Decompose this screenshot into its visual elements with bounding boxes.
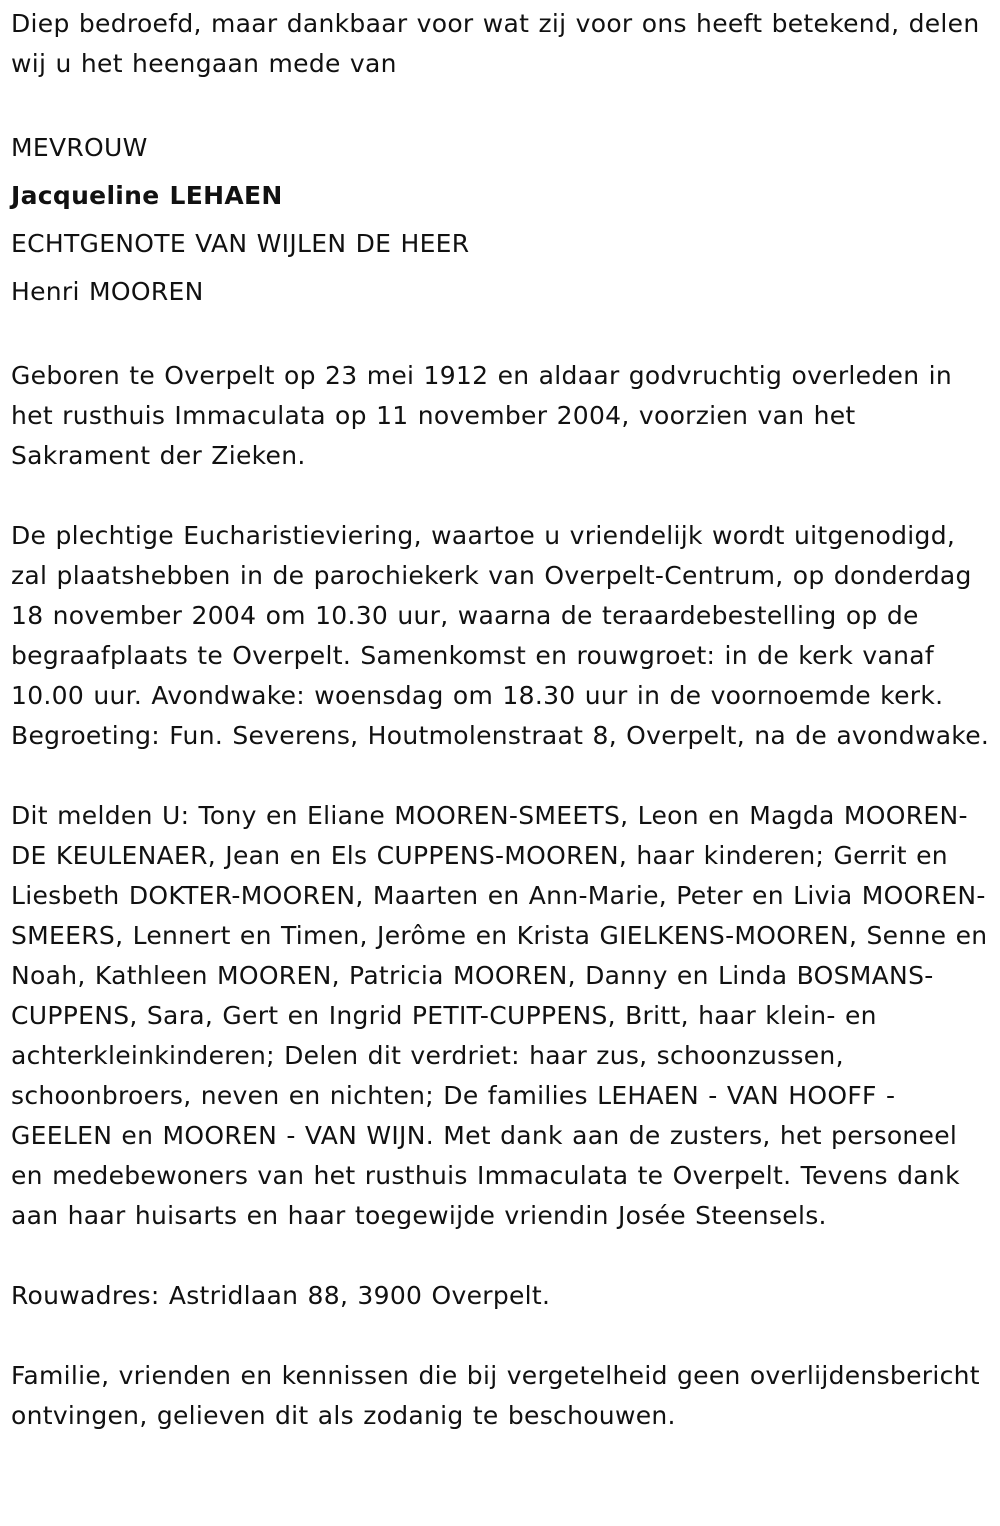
address-paragraph: Rouwadres: Astridlaan 88, 3900 Overpelt. [11,1281,551,1310]
spacer [11,476,995,516]
intro-paragraph: Diep bedroefd, maar dankbaar voor wat zij voor ons heeft betekend, delen wij u het heengaan mede van [11,9,980,78]
deceased-name: Jacqueline LEHAEN [11,181,283,210]
deceased-block [11,124,995,316]
spacer [11,316,995,356]
spacer [11,1236,995,1276]
spacer [11,756,995,796]
ceremony-paragraph: De plechtige Eucharistieviering, waartoe u vriendelijk wordt uitgenodigd, zal plaatshebben in de parochiekerk van Overpelt-Centrum, op donderdag 18 november 2004 om 10.30 uur, waarna de teraardebestelling op de begraafplaats te Overpelt. Samenkomst en rouwgroet: in de kerk vanaf 10.00 uur. Avondwake: woensdag om 18.30 uur in de voornoemde kerk. Begroeting: Fun. Severens, Houtmolenstraat 8, Overpelt, na de avondwake. [11,521,990,750]
spacer [11,84,995,124]
title-prefix: MEVROUW [11,133,148,162]
spouse-relation: ECHTGENOTE VAN WIJLEN DE HEER [11,229,470,258]
birth-death-paragraph: Geboren te Overpelt op 23 mei 1912 en aldaar godvruchtig overleden in het rusthuis Immaculata op 11 november 2004, voorzien van het Sakrament der Zieken. [11,361,952,470]
spouse-name: Henri MOOREN [11,277,204,306]
family-paragraph: Dit melden U: Tony en Eliane MOOREN-SMEETS, Leon en Magda MOOREN-DE KEULENAER, Jean en Els CUPPENS-MOOREN, haar kinderen; Gerrit en Liesbeth DOKTER-MOOREN, Maarten en Ann-Marie, Peter en Livia MOOREN-SMEERS, Lennert en Timen, Jerôme en Krista GIELKENS-MOOREN, Senne en Noah, Kathleen MOOREN, Patricia MOOREN, Danny en Linda BOSMANS-CUPPENS, Sara, Gert en Ingrid PETIT-CUPPENS, Britt, haar klein- en achterkleinkinderen; Delen dit verdriet: haar zus, schoonzussen, schoonbroers, neven en nichten; De families LEHAEN - VAN HOOFF - GEELEN en MOOREN - VAN WIJN. Met dank aan de zusters, het personeel en medebewoners van het rusthuis Immaculata te Overpelt. Tevens dank aan haar huisarts en haar toegewijde vriendin Josée Steensels. [11,801,988,1230]
obituary-document [11,4,995,1436]
closing-paragraph: Familie, vrienden en kennissen die bij vergetelheid geen overlijdensbericht ontvingen, gelieven dit als zodanig te beschouwen. [11,1361,980,1430]
spacer [11,1316,995,1356]
